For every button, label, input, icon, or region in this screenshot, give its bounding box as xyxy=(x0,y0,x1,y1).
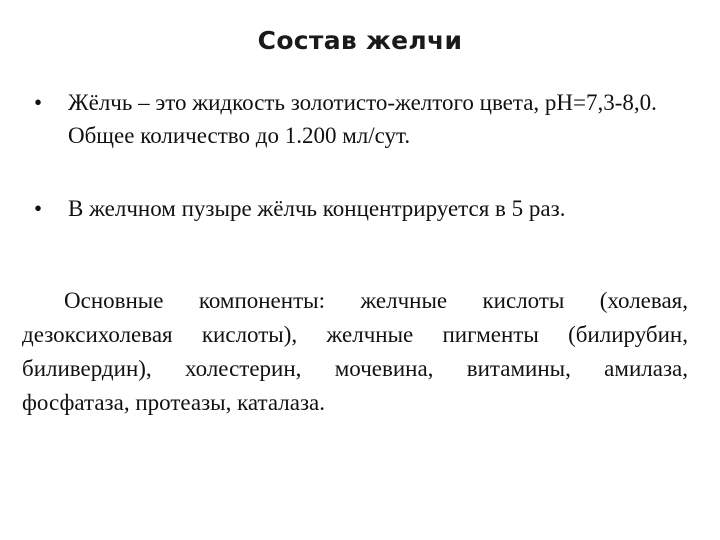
components-paragraph: Основные компоненты: желчные кислоты (холевая, дезоксихолевая кислоты), желчные пигменты (билирубин, биливердин), холестерин, мочевина, витамины, амилаза, фосфатаза, протеазы, каталаза. xyxy=(22,288,688,415)
bullet-list xyxy=(34,86,694,265)
slide-title: Состав желчи xyxy=(257,26,463,55)
bullet-item xyxy=(34,86,694,152)
bullet-item xyxy=(34,192,694,225)
bullet-marker: • xyxy=(34,196,43,221)
bullet-text: Жёлчь – это жидкость золотисто-желтого цвета, pH=7,3-8,0. Общее количество до 1.200 мл/сут. xyxy=(68,90,657,148)
bullet-text: В желчном пузыре жёлчь концентрируется в 5 раз. xyxy=(68,196,566,221)
bullet-marker: • xyxy=(34,90,43,115)
